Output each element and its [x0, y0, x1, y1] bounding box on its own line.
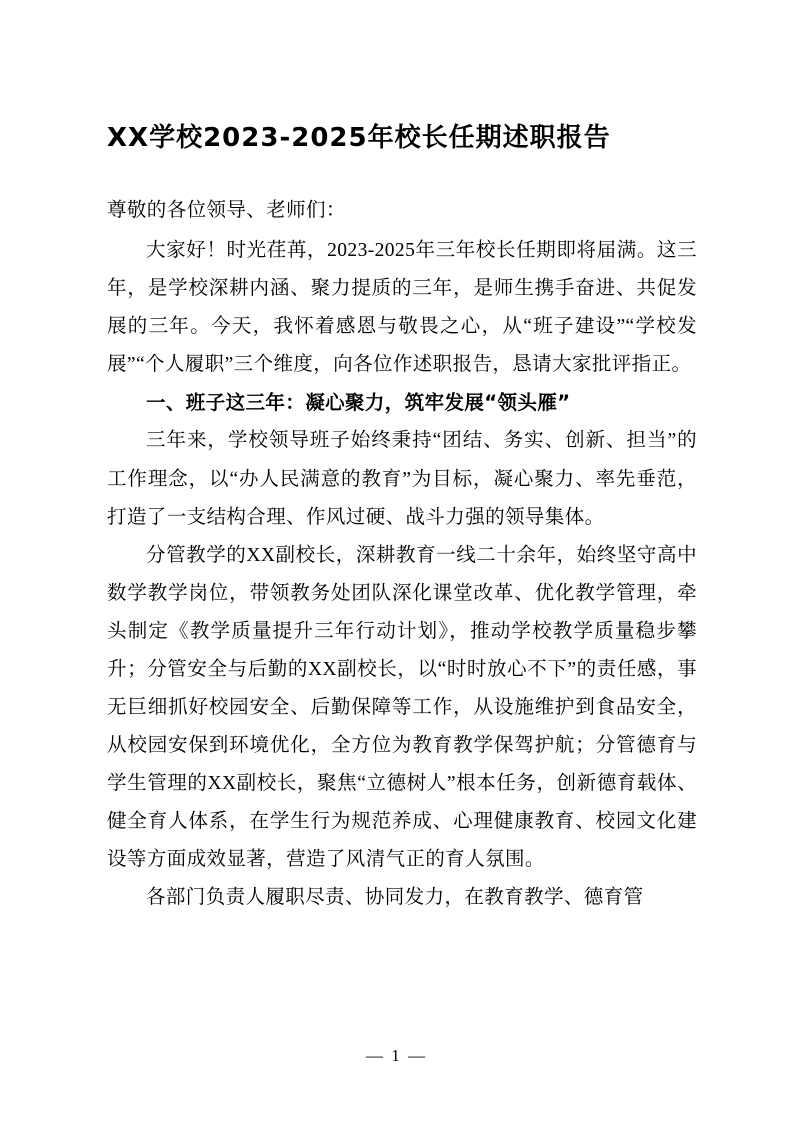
paragraph-4: 各部门负责人履职尽责、协同发力，在教育教学、德育管 [146, 886, 644, 908]
section-heading-1: 一、班子这三年：凝心聚力，筑牢发展“领头雁” [146, 391, 571, 415]
paragraph-3: 分管教学的XX副校长，深耕教育一线二十余年，始终坚守高中数学教学岗位，带领教务处团队深化课堂改革、优化教学管理，牵头制定《教学质量提升三年行动计划》，推动学校教学质量稳步攀升；分管安全与后勤的XX副校长，以“时时放心不下”的责任感，事无巨细抓好校园安全、后勤保障等工作，从设施维护到食品安全，从校园安保到环境优化，全方位为教育教学保驾护航；分管德育与学生管理的XX副校长，聚焦“立德树人”根本任务，创新德育载体、健全育人体系，在学生行为规范养成、心理健康教育、校园文化建设等方面成效显著，营造了风清气正的育人氛围。 [107, 544, 697, 870]
salutation: 尊敬的各位领导、老师们： [107, 200, 346, 222]
paragraph-2: 三年来，学校领导班子始终秉持“团结、务实、创新、担当”的工作理念，以“办人民满意的教育”为目标，凝心聚力、率先垂范，打造了一支结构合理、作风过硬、战斗力强的领导集体。 [107, 430, 697, 528]
paragraph-1: 大家好！时光荏苒，2023-2025年三年校长任期即将届满。这三年，是学校深耕内涵、聚力提质的三年，是师生携手奋进、共促发展的三年。今天，我怀着感恩与敬畏之心，从“班子建设”“学校发展”“个人履职”三个维度，向各位作述职报告，恳请大家批评指正。 [107, 240, 697, 376]
page-title: XX学校2023-2025年校长任期述职报告 [107, 123, 611, 153]
page-number: — 1 — [366, 1046, 427, 1065]
